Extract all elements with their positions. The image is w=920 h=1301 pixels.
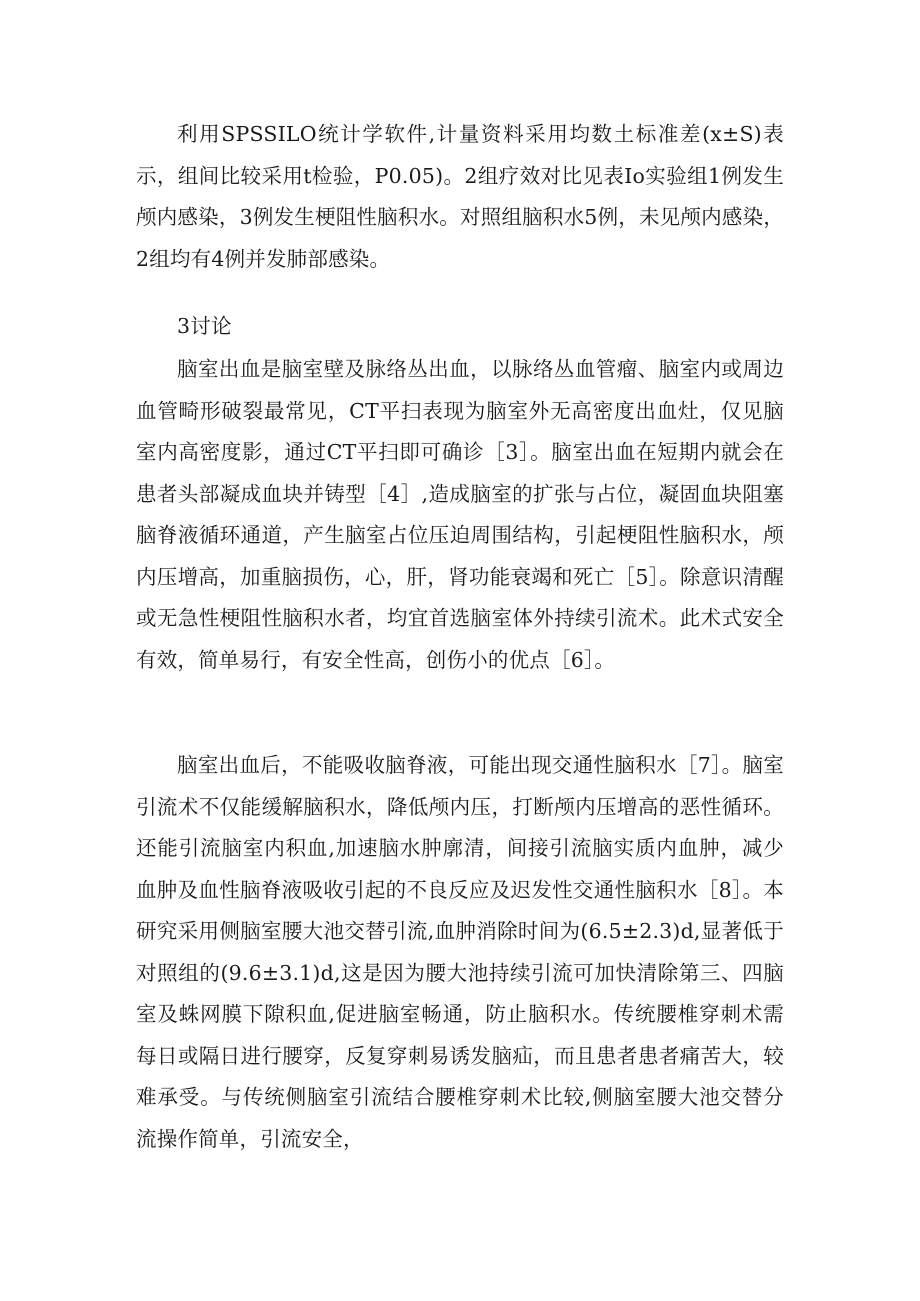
discussion-paragraph-2: 脑室出血后，不能吸收脑脊液，可能出现交通性脑积水［7］。脑室引流术不仅能缓解脑积水，降低颅内压，打断颅内压增高的恶性循环。还能引流脑室内积血,加速脑水肿廓清，间接引流脑实质内血肿，减少血肿及血性脑脊液吸收引起的不良反应及迟发性交通性脑积水［8］。本研究采用侧脑室腰大池交替引流,血肿消除时间为(6.5±2.3)d,显著低于对照组的(9.6±3.1)d,这是因为腰大池持续引流可加快清除第三、四脑室及蛛网膜下隙积血,促进脑室畅通，防止脑积水。传统腰椎穿刺术需每日或隔日进行腰穿，反复穿刺易诱发脑疝，而且患者患者痛苦大，较难承受。与传统侧脑室引流结合腰椎穿刺术比较,侧脑室腰大池交替分流操作简单，引流安全，: [136, 753, 784, 1151]
section-heading-discussion: 3讨论: [177, 314, 232, 338]
discussion-paragraph-1: 脑室出血是脑室壁及脉络丛出血，以脉络丛血管瘤、脑室内或周边血管畸形破裂最常见，CT平扫表现为脑室外无高密度出血灶，仅见脑室内高密度影，通过CT平扫即可确诊［3］。脑室出血在短期内就会在患者头部凝成血块并铸型［4］,造成脑室的扩张与占位，凝固血块阻塞脑脊液循环通道，产生脑室占位压迫周围结构，引起梗阻性脑积水，颅内压增高，加重脑损伤，心，肝，肾功能衰竭和死亡［5］。除意识清醒或无急性梗阻性脑积水者，均宜首选脑室体外持续引流术。此术式安全有效，简单易行，有安全性高，创伤小的优点［6］。: [136, 357, 784, 672]
results-paragraph: 利用SPSSILO统计学软件,计量资料采用均数土标准差(x±S)表示，组间比较采用t检验，P0.05)。2组疗效对比见表Io实验组1例发生颅内感染，3例发生梗阻性脑积水。对照组脑积水5例，未见颅内感染，2组均有4例并发肺部感染。: [136, 122, 784, 271]
